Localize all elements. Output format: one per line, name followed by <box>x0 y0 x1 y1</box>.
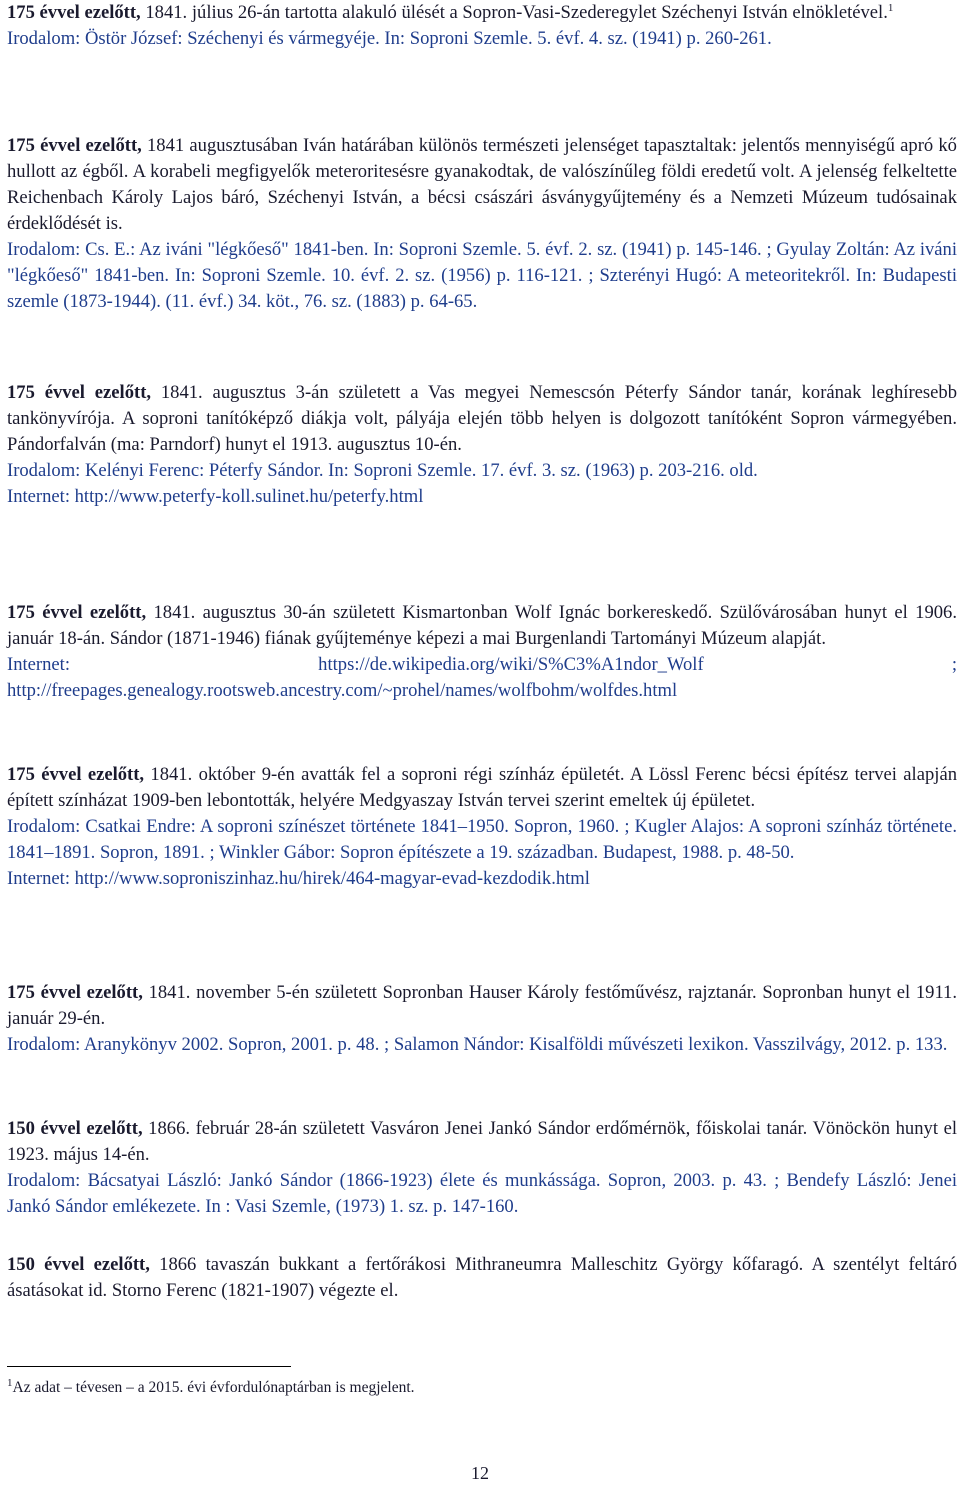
entry <box>7 380 957 510</box>
literature-reference[interactable] <box>7 237 957 315</box>
entry-segment: Internet: https://de.wikipedia.org/wiki/S%C3%A1ndor_Wolf ; http://freepages.genealogy.rootsweb.ancestry.com/~prohel/names/wolfbohm/wolfdes.html <box>7 654 957 701</box>
entry-segment: Irodalom: Bácsatyai László: Jankó Sándor (1866-1923) élete és munkássága. Sopron, 2003. p. 43. ; Bendefy László: Jenei Jankó Sándor emlékezete. In : Vasi Szemle, (1973) 1. sz. p. 147-160. <box>7 1170 957 1217</box>
internet-reference[interactable] <box>7 866 957 892</box>
entry-segment: 1841. július 26-án tartotta alakuló ülését a Sopron-Vasi-Szederegylet Széchenyi István elnökletével. <box>140 2 888 23</box>
entry-segment: 1841. október 9-én avatták fel a soproni régi színház épületét. A Lössl Ferenc bécsi építész tervei alapján épített színházat 1909-ben lebontották, helyére Medgyaszay István tervei szerint emeltek új épületet. <box>7 764 957 811</box>
footnote-text: Az adat – tévesen – a 2015. évi évfordulónaptárban is megjelent. <box>12 1379 415 1396</box>
literature-reference[interactable] <box>7 1032 957 1058</box>
entry-heading: 175 évvel ezelőtt, <box>7 602 147 623</box>
footnote <box>7 1378 415 1398</box>
entry-segment: Internet: http://www.peterfy-koll.sulinet.hu/peterfy.html <box>7 486 424 507</box>
entry-segment: Internet: http://www.soproniszinhaz.hu/hirek/464-magyar-evad-kezdodik.html <box>7 868 590 889</box>
entry <box>7 600 957 704</box>
entry-heading: 175 évvel ezelőtt, <box>7 135 142 156</box>
entry-text <box>7 1252 957 1304</box>
entry-text <box>7 0 957 26</box>
entry <box>7 980 957 1058</box>
entry-heading: 150 évvel ezelőtt, <box>7 1118 143 1139</box>
entry <box>7 1252 957 1304</box>
entry-segment: Irodalom: Cs. E.: Az iváni "légkőeső" 1841-ben. In: Soproni Szemle. 5. évf. 2. sz. (1941) p. 145-146. ; Gyulay Zoltán: Az iváni "légkőeső" 1841-ben. In: Soproni Szemle. 10. évf. 2. sz. (1956) p. 116-121. ; Szterényi Hugó: A meteoritekről. In: Budapesti szemle (1873-1944). (11. évf.) 34. köt., 76. sz. (1883) p. 64-65. <box>7 239 957 312</box>
entry-heading: 175 évvel ezelőtt, <box>7 764 145 785</box>
footnote-ref: 1 <box>887 1 894 14</box>
internet-reference[interactable] <box>7 484 957 510</box>
entry <box>7 133 957 315</box>
literature-reference[interactable] <box>7 1168 957 1220</box>
literature-reference[interactable] <box>7 814 957 866</box>
entry-segment: Irodalom: Aranykönyv 2002. Sopron, 2001. p. 48. ; Salamon Nándor: Kisalföldi művészeti lexikon. Vasszilvágy, 2012. p. 133. <box>7 1034 948 1055</box>
literature-reference[interactable] <box>7 458 957 484</box>
entry-text <box>7 600 957 652</box>
page-number: 12 <box>471 1463 489 1483</box>
entry-segment: 1841 augusztusában Iván határában különös természeti jelenséget tapasztaltak: jelentős mennyiségű apró kő hullott az égből. A korabeli megfigyelők meteroritesésre gyanakodtak, de valószínűleg földi eredetű volt. A jelenség felkeltette Reichenbach Károly Lajos báró, Széchenyi István, a bécsi császári ásványgyűjtemény és a Nemzeti Múzeum tudósainak érdeklődését is. <box>7 135 957 234</box>
footnote-divider <box>7 1366 291 1367</box>
entry <box>7 0 957 52</box>
entry-segment: 1841. augusztus 3-án született a Vas megyei Nemescsón Péterfy Sándor tanár, korának leghíresebb tankönyvírója. A soproni tanítóképző diákja volt, pályája elején több helyen is dolgozott tanítóként Sopron vármegyében. Pándorfalván (ma: Parndorf) hunyt el 1913. augusztus 10-én. <box>7 382 958 455</box>
entry-segment: Irodalom: Csatkai Endre: A soproni színészet története 1841–1950. Sopron, 1960. ; Kugler Alajos: A soproni színház története. 1841–1891. Sopron, 1891. ; Winkler Gábor: Sopron építészete a 19. században. Budapest, 1988. p. 48-50. <box>7 816 957 863</box>
entry-heading: 150 évvel ezelőtt, <box>7 1254 150 1275</box>
entry-text <box>7 762 957 814</box>
entry-text <box>7 1116 957 1168</box>
internet-reference[interactable] <box>7 652 957 704</box>
entry-text <box>7 133 957 237</box>
entry <box>7 762 957 892</box>
entry-heading: 175 évvel ezelőtt, <box>7 2 141 23</box>
entry-segment: 1841. augusztus 30-án született Kismartonban Wolf Ignác borkereskedő. Szülővárosában hunyt el 1906. január 18-án. Sándor (1871-1946) fiának gyűjteménye képezi a mai Burgenlandi Tartományi Múzeum alapját. <box>7 602 957 649</box>
entry-segment: Irodalom: Kelényi Ferenc: Péterfy Sándor. In: Soproni Szemle. 17. évf. 3. sz. (1963) p. 203-216. old. <box>7 460 758 481</box>
entry-segment: 1866. február 28-án született Vasváron Jenei Jankó Sándor erdőmérnök, főiskolai tanár. Vönöckön hunyt el 1923. május 14-én. <box>7 1118 957 1165</box>
entry-heading: 175 évvel ezelőtt, <box>7 982 143 1003</box>
footnote-marker: 1 <box>7 1376 13 1389</box>
entry-segment: Irodalom: Östör József: Széchenyi és vármegyéje. In: Soproni Szemle. 5. évf. 4. sz. (1941) p. 260-261. <box>7 28 772 49</box>
entry-heading: 175 évvel ezelőtt, <box>7 382 152 403</box>
entry-segment: 1841. november 5-én született Sopronban Hauser Károly festőművész, rajztanár. Sopronban hunyt el 1911. január 29-én. <box>7 982 957 1029</box>
entry <box>7 1116 957 1220</box>
entry-segment: 1866 tavaszán bukkant a fertőrákosi Mithraneumra Malleschitz György kőfaragó. A szentélyt feltáró ásatásokat id. Storno Ferenc (1821-1907) végezte el. <box>7 1254 957 1301</box>
literature-reference[interactable] <box>7 26 957 52</box>
entry-text <box>7 980 957 1032</box>
entry-text <box>7 380 957 458</box>
